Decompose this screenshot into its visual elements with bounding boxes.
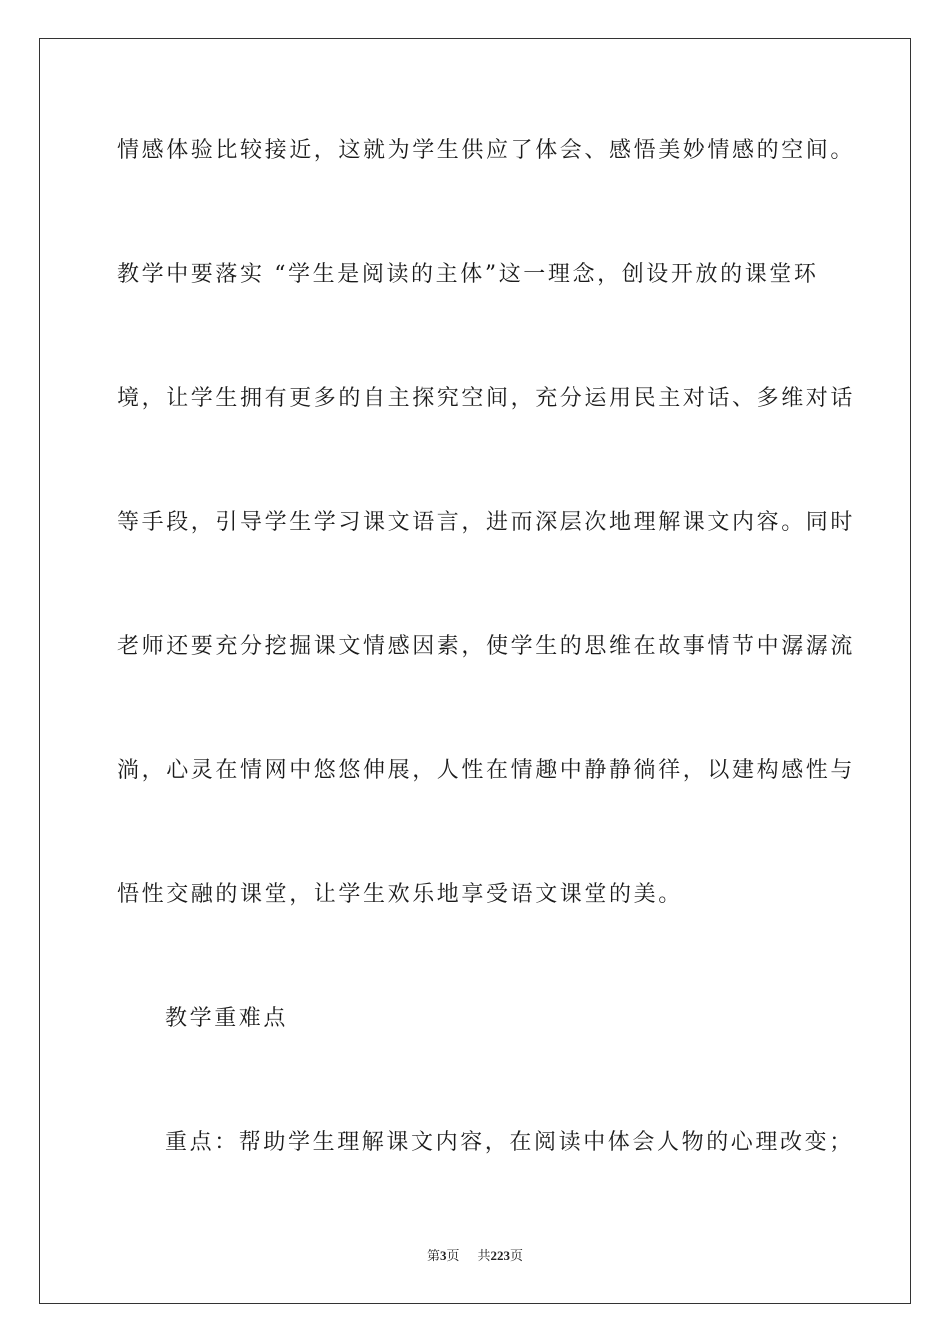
section-heading: 教学重难点 [165, 1006, 289, 1031]
body-line-1: 情感体验比较接近，这就为学生供应了体会、感悟美妙情感的空间。 [117, 138, 856, 163]
body-line-6: 淌，心灵在情网中悠悠伸展，人性在情趣中静静徜徉，以建构感性与 [117, 758, 856, 783]
footer-total-suffix: 页 [510, 1248, 524, 1263]
footer-total-prefix: 共 [477, 1248, 491, 1263]
page-border [39, 38, 911, 1304]
body-line-5: 老师还要充分挖掘课文情感因素，使学生的思维在故事情节中潺潺流 [117, 634, 856, 659]
footer-page-suffix: 页 [446, 1248, 460, 1263]
body-line-3: 境，让学生拥有更多的自主探究空间，充分运用民主对话、多维对话 [117, 386, 856, 411]
body-line-4: 等手段，引导学生学习课文语言，进而深层次地理解课文内容。同时 [117, 510, 856, 535]
body-line-7: 悟性交融的课堂，让学生欢乐地享受语文课堂的美。 [117, 882, 683, 907]
footer-total-pages: 223 [490, 1248, 511, 1263]
body-line-2: 教学中要落实 “学生是阅读的主体”这一理念，创设开放的课堂环 [117, 262, 819, 287]
footer-page-number: 3 [439, 1248, 447, 1263]
key-point-line: 重点：帮助学生理解课文内容，在阅读中体会人物的心理改变； [165, 1130, 854, 1155]
page-footer [0, 1247, 950, 1265]
footer-page-prefix: 第 [426, 1248, 440, 1263]
